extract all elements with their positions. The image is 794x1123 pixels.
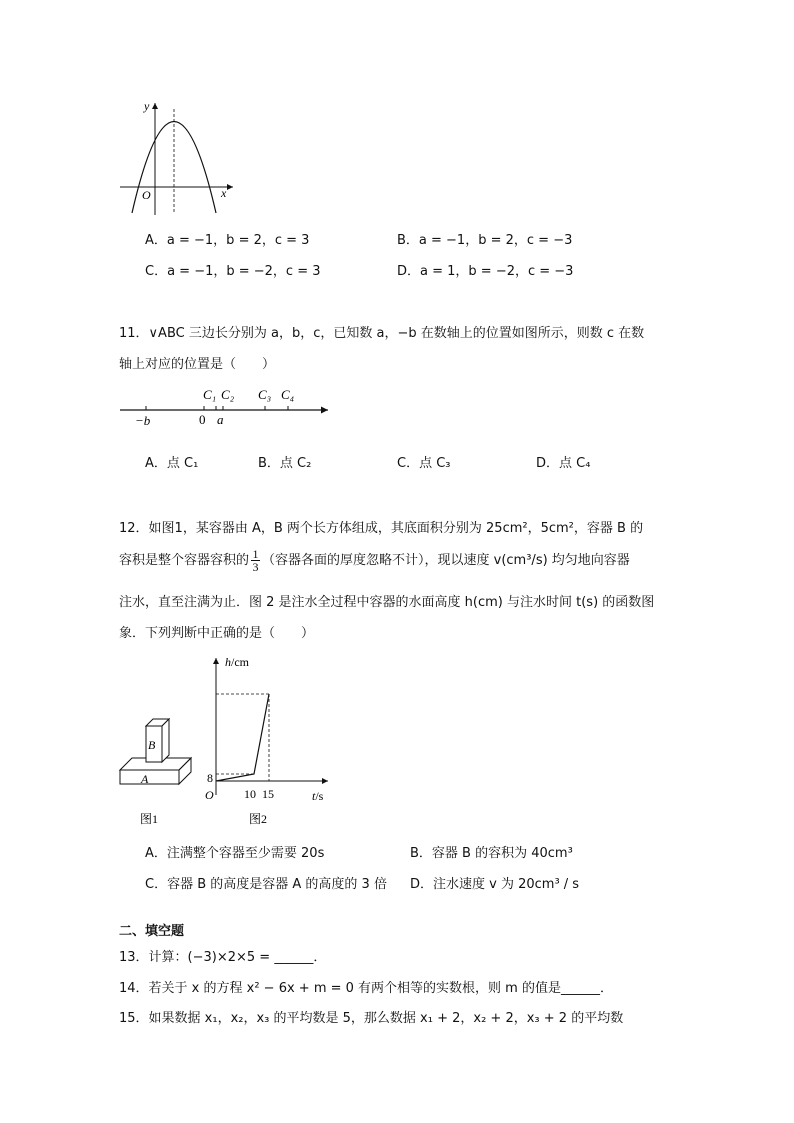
h-axis-label: h/cm bbox=[225, 655, 249, 669]
label-c2: C₂ bbox=[221, 387, 235, 402]
label-c3: C₃ bbox=[258, 387, 272, 402]
parabola-figure bbox=[115, 95, 240, 220]
q12-stem-line4: 象．下列判断中正确的是（ ） bbox=[119, 626, 315, 641]
q12-stem-line2 bbox=[119, 548, 630, 573]
q12-option-c: C．容器 B 的高度是容器 A 的高度的 3 倍 bbox=[145, 877, 387, 892]
q11-option-b: B．点 C₂ bbox=[258, 456, 312, 471]
q11-option-d: D．点 C₄ bbox=[536, 456, 591, 471]
label-c1: C₁ bbox=[203, 387, 217, 402]
q14-text: 14．若关于 x 的方程 x² − 6x + m = 0 有两个相等的实数根，则 m 的值是______． bbox=[119, 981, 613, 996]
graph-origin-label: O bbox=[205, 788, 214, 802]
q15-text: 15．如果数据 x₁，x₂，x₃ 的平均数是 5，那么数据 x₁ + 2，x₂ + 2，x₃ + 2 的平均数 bbox=[119, 1011, 624, 1026]
q12-line2-start: 容积是整个容器容积的 bbox=[119, 553, 250, 568]
label-c4: C₄ bbox=[281, 387, 295, 402]
q12-option-d: D．注水速度 v 为 20cm³ / s bbox=[410, 877, 580, 892]
q12-stem-line1: 12．如图1，某容器由 A，B 两个长方体组成，其底面积分别为 25cm²，5cm²，容器 B 的 bbox=[119, 521, 644, 536]
q12-stem-line3: 注水，直至注满为止．图 2 是注水全过程中容器的水面高度 h(cm) 与注水时间 t(s) 的函数图 bbox=[119, 595, 655, 610]
figure2-caption: 图2 bbox=[249, 812, 268, 826]
q11-option-a: A．点 C₁ bbox=[145, 456, 199, 471]
box-a-front bbox=[120, 770, 179, 784]
tick-label-10: 10 bbox=[244, 787, 256, 801]
q11-option-c: C．点 C₃ bbox=[397, 456, 451, 471]
q11-stem-line1: 11．∨ABC 三边长分别为 a，b，c，已知数 a，−b 在数轴上的位置如图所示，则数 c 在数 bbox=[119, 326, 645, 341]
water-level-line bbox=[216, 694, 269, 781]
q13-text: 13．计算：(−3)×2×5 = ______． bbox=[119, 950, 327, 965]
fraction-denominator: 3 bbox=[252, 560, 259, 574]
q10-option-b: B．a = −1，b = 2，c = −3 bbox=[397, 233, 573, 248]
one-third-fraction bbox=[251, 548, 260, 573]
origin-label: O bbox=[142, 188, 151, 202]
x-axis-label: x bbox=[221, 186, 227, 200]
q12-option-a: A．注满整个容器至少需要 20s bbox=[145, 846, 325, 861]
section-title-fill-in: 二、填空题 bbox=[119, 924, 185, 939]
label-zero: 0 bbox=[199, 412, 206, 427]
box-a-label: A bbox=[141, 772, 149, 786]
box-b-side bbox=[162, 719, 169, 762]
label-a: a bbox=[217, 412, 224, 427]
box-a-side bbox=[179, 758, 191, 784]
t-axis-label: t/s bbox=[312, 789, 324, 803]
q12-line2-end: （容器各面的厚度忽略不计），现以速度 v(cm³/s) 均匀地向容器 bbox=[262, 553, 630, 568]
y-axis-label: y bbox=[144, 99, 150, 113]
q10-option-c: C．a = −1，b = −2，c = 3 bbox=[145, 264, 321, 279]
label-neg-b: −b bbox=[135, 413, 151, 428]
number-line-figure bbox=[115, 380, 340, 430]
q10-option-a: A．a = −1，b = 2，c = 3 bbox=[145, 233, 310, 248]
q10-option-d: D．a = 1，b = −2，c = −3 bbox=[397, 264, 574, 279]
q12-option-b: B．容器 B 的容积为 40cm³ bbox=[410, 846, 573, 861]
figure1-caption: 图1 bbox=[140, 812, 159, 826]
fraction-numerator: 1 bbox=[252, 547, 259, 561]
water-level-graph bbox=[198, 650, 338, 828]
box-b-label: B bbox=[148, 738, 156, 752]
container-figure bbox=[115, 708, 195, 828]
q11-stem-line2: 轴上对应的位置是（ ） bbox=[119, 357, 276, 372]
tick-label-15: 15 bbox=[262, 787, 274, 801]
tick-label-8: 8 bbox=[207, 771, 213, 785]
